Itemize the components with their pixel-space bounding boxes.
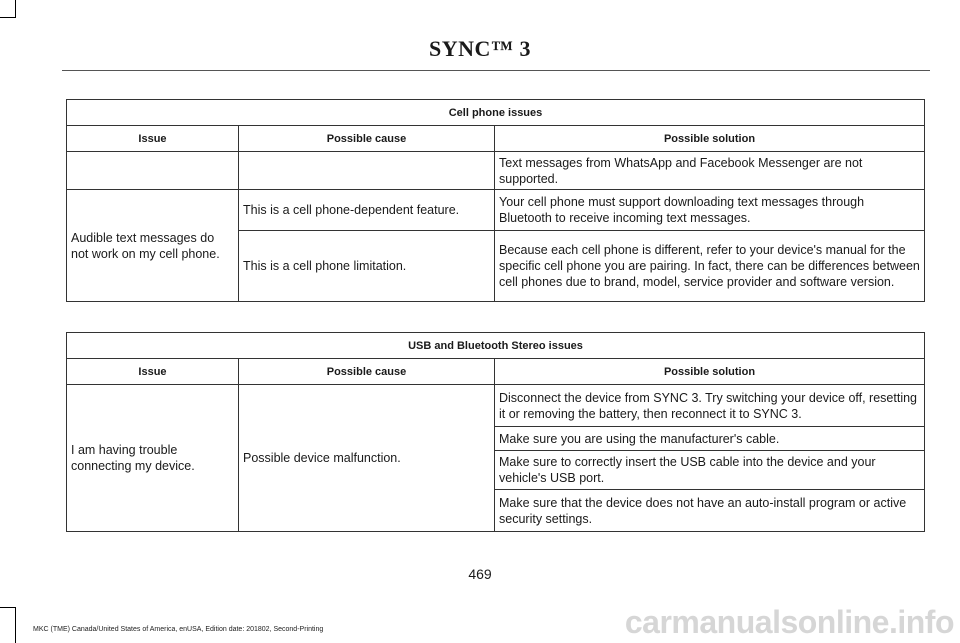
column-header-solution: Possible solution xyxy=(495,359,925,385)
issue-cell: Audible text messages do not work on my cell phone. xyxy=(67,190,239,302)
header-rule xyxy=(62,70,930,71)
watermark: carmanualsonline.info xyxy=(624,604,954,640)
footer-text: MKC (TME) Canada/United States of America, enUSA, Edition date: 201802, Second-Printing xyxy=(33,626,324,633)
crop-mark xyxy=(15,607,16,643)
cause-cell: This is a cell phone-dependent feature. xyxy=(239,190,495,231)
crop-mark xyxy=(0,17,16,18)
page-title: SYNC™ 3 xyxy=(429,36,531,61)
table-caption: Cell phone issues xyxy=(67,100,925,126)
cause-cell xyxy=(239,152,495,190)
cause-cell: This is a cell phone limitation. xyxy=(239,231,495,302)
solution-cell: Make sure you are using the manufacturer's cable. xyxy=(495,427,925,451)
column-header-cause: Possible cause xyxy=(239,126,495,152)
solution-cell: Make sure to correctly insert the USB cable into the device and your vehicle's USB port. xyxy=(495,451,925,490)
cell-phone-issues-table xyxy=(66,99,925,302)
usb-bluetooth-issues-table xyxy=(66,332,925,532)
solution-cell: Make sure that the device does not have an auto-install program or active security settings. xyxy=(495,490,925,532)
solution-cell: Because each cell phone is different, refer to your device's manual for the specific cell phone you are pairing. In fact, there can be differences between cell phones due to brand, model, service provider and software version. xyxy=(495,231,925,302)
crop-mark xyxy=(15,0,16,18)
page-number: 469 xyxy=(468,566,492,582)
solution-cell: Text messages from WhatsApp and Facebook Messenger are not supported. xyxy=(495,152,925,190)
table-row xyxy=(67,385,925,427)
issue-cell: I am having trouble connecting my device. xyxy=(67,385,239,532)
crop-mark xyxy=(0,607,16,608)
table-row xyxy=(67,152,925,190)
solution-cell: Disconnect the device from SYNC 3. Try switching your device off, resetting it or removing the battery, then reconnect it to SYNC 3. xyxy=(495,385,925,427)
cause-cell: Possible device malfunction. xyxy=(239,385,495,532)
table-row xyxy=(67,190,925,231)
column-header-cause: Possible cause xyxy=(239,359,495,385)
column-header-issue: Issue xyxy=(67,359,239,385)
column-header-issue: Issue xyxy=(67,126,239,152)
issue-cell xyxy=(67,152,239,190)
table-caption: USB and Bluetooth Stereo issues xyxy=(67,333,925,359)
solution-cell: Your cell phone must support downloading text messages through Bluetooth to receive incoming text messages. xyxy=(495,190,925,231)
column-header-solution: Possible solution xyxy=(495,126,925,152)
